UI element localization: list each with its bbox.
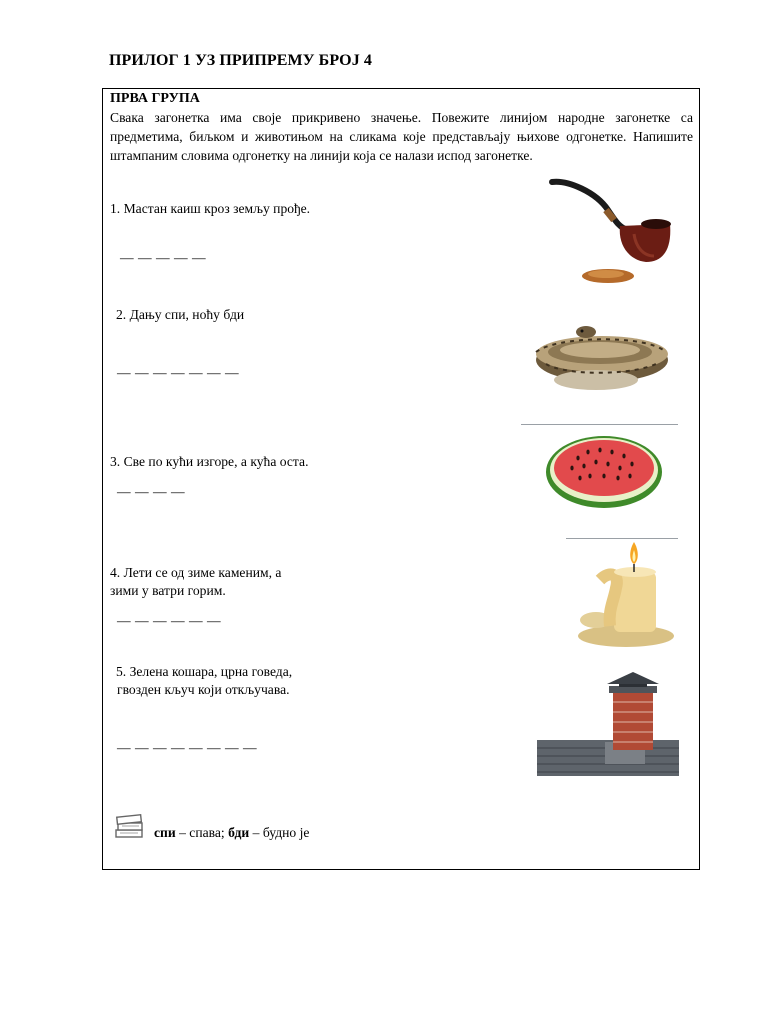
riddle-1-answer-blanks[interactable]: — — — — —: [120, 250, 207, 265]
page-title: ПРИЛОГ 1 УЗ ПРИПРЕМУ БРОЈ 4: [109, 52, 372, 69]
glossary-term-2: бди: [228, 825, 250, 840]
riddle-3-answer-blanks[interactable]: — — — —: [117, 484, 186, 499]
riddle-2-text: 2. Дању спи, ноћу бди: [116, 307, 245, 322]
divider-line: [566, 538, 678, 539]
chimney-image[interactable]: [537, 670, 679, 778]
watermelon-image[interactable]: [544, 432, 664, 510]
glossary-def-2: – будно је: [249, 825, 310, 840]
riddle-3-text: 3. Све по кући изгоре, а кућа оста.: [110, 454, 309, 469]
riddle-5-text-line1: 5. Зелена кошара, црна говеда,: [116, 664, 293, 679]
pipe-image[interactable]: [548, 174, 678, 290]
riddle-4-text-line1: 4. Лети се од зиме каменим, а: [110, 565, 282, 580]
books-icon: [114, 812, 146, 840]
glossary-term-1: спи: [154, 825, 176, 840]
riddle-4-answer-blanks[interactable]: — — — — — —: [117, 613, 222, 628]
glossary-note: [154, 825, 309, 841]
candle-image[interactable]: [570, 540, 676, 650]
snake-image[interactable]: [526, 318, 672, 394]
riddle-5-answer-blanks[interactable]: — — — — — — — —: [117, 740, 258, 755]
riddle-1-text: 1. Мастан каиш кроз земљу прође.: [110, 201, 311, 216]
riddle-4-text-line2: зими у ватри горим.: [110, 583, 226, 598]
riddle-5-text-line2: гвозден кључ који откључава.: [117, 682, 290, 697]
divider-line: [521, 424, 678, 425]
riddle-2-answer-blanks[interactable]: — — — — — — —: [117, 365, 240, 380]
group-title: ПРВА ГРУПА: [110, 91, 200, 106]
instructions-text: Свака загонетка има своје прикривено значење. Повежите линијом народне загонетке са предметима, биљком и животињом на сликама које представљају њихове одгонетке. Напишите штампаним словима одгонетку на линији која се налази испод загонетке.: [110, 110, 693, 163]
glossary-def-1: – спава;: [175, 825, 229, 840]
